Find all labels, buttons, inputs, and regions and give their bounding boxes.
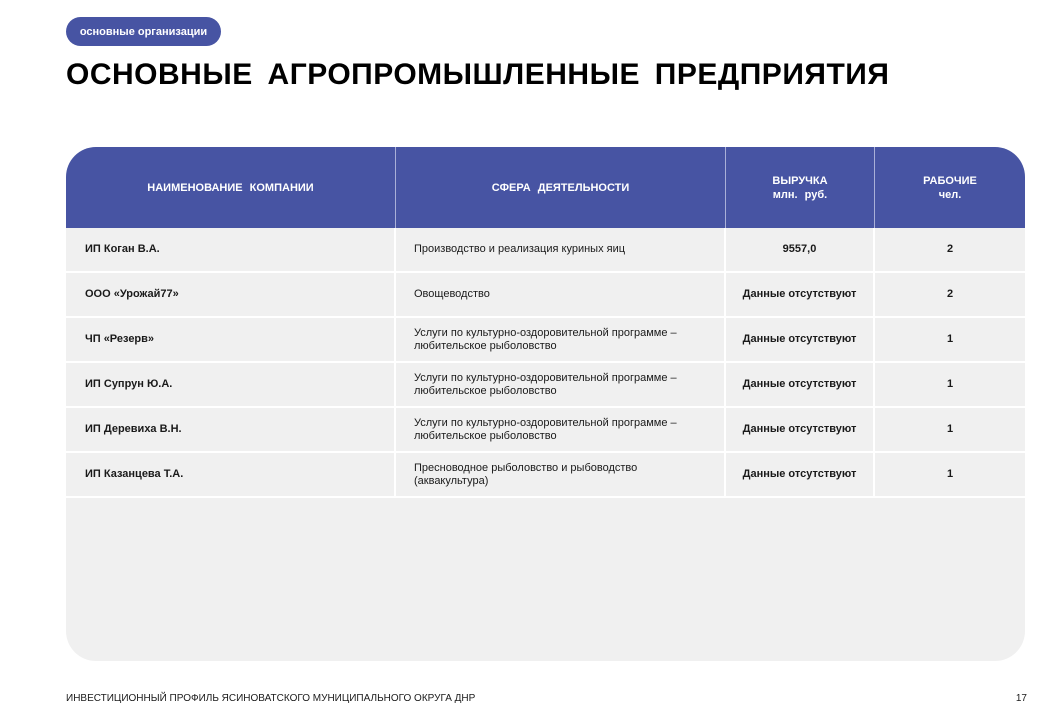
cell-revenue: Данные отсутствуют xyxy=(726,363,875,406)
cell-revenue: Данные отсутствуют xyxy=(726,318,875,361)
cell-company-name: ИП Деревиха В.Н. xyxy=(66,408,396,451)
header-label: НАИМЕНОВАНИЕ КОМПАНИИ xyxy=(147,181,314,194)
header-sphere xyxy=(396,147,726,228)
cell-company-name: ИП Казанцева Т.А. xyxy=(66,453,396,496)
table-row xyxy=(66,271,1025,316)
header-revenue xyxy=(726,147,875,228)
cell-sphere: Пресноводное рыболовство и рыбоводство (аквакультура) xyxy=(396,453,726,496)
cell-sphere: Услуги по культурно-оздоровительной программе – любительское рыболовство xyxy=(396,363,726,406)
cell-company-name: ЧП «Резерв» xyxy=(66,318,396,361)
cell-revenue: Данные отсутствуют xyxy=(726,453,875,496)
cell-workers: 1 xyxy=(946,468,954,480)
header-label: РАБОЧИЕ xyxy=(923,174,977,187)
cell-workers: 1 xyxy=(946,333,954,345)
enterprises-table xyxy=(66,147,1025,661)
header-label: ВЫРУЧКА xyxy=(772,174,828,187)
cell-revenue: Данные отсутствуют xyxy=(726,408,875,451)
table-row xyxy=(66,361,1025,406)
page-number: 17 xyxy=(1015,693,1027,704)
cell-sphere: Услуги по культурно-оздоровительной программе – любительское рыболовство xyxy=(396,318,726,361)
footer-text: ИНВЕСТИЦИОННЫЙ ПРОФИЛЬ ЯСИНОВАТСКОГО МУНИЦИПАЛЬНОГО ОКРУГА ДНР xyxy=(66,693,476,704)
cell-workers: 2 xyxy=(946,288,954,300)
cell-revenue: Данные отсутствуют xyxy=(726,273,875,316)
section-tag: основные организации xyxy=(66,17,221,46)
header-unit: чел. xyxy=(938,188,962,201)
table-header xyxy=(66,147,1025,228)
cell-company-name: ИП Супрун Ю.А. xyxy=(66,363,396,406)
header-label: СФЕРА ДЕЯТЕЛЬНОСТИ xyxy=(491,181,630,194)
cell-sphere: Овощеводство xyxy=(396,273,726,316)
cell-revenue: 9557,0 xyxy=(726,228,875,271)
table-row xyxy=(66,316,1025,361)
header-company-name xyxy=(66,147,396,228)
table-row xyxy=(66,406,1025,451)
table-body xyxy=(66,228,1025,498)
cell-sphere: Услуги по культурно-оздоровительной программе – любительское рыболовство xyxy=(396,408,726,451)
cell-workers: 1 xyxy=(946,378,954,390)
table-row xyxy=(66,228,1025,271)
table-row xyxy=(66,451,1025,498)
header-unit: млн. руб. xyxy=(772,188,828,201)
cell-company-name: ООО «Урожай77» xyxy=(66,273,396,316)
cell-company-name: ИП Коган В.А. xyxy=(66,228,396,271)
cell-workers: 1 xyxy=(946,423,954,435)
cell-workers: 2 xyxy=(946,243,954,255)
page-title: ОСНОВНЫЕ АГРОПРОМЫШЛЕННЫЕ ПРЕДПРИЯТИЯ xyxy=(66,58,890,91)
cell-sphere: Производство и реализация куриных яиц xyxy=(396,228,726,271)
header-workers xyxy=(875,147,1025,228)
